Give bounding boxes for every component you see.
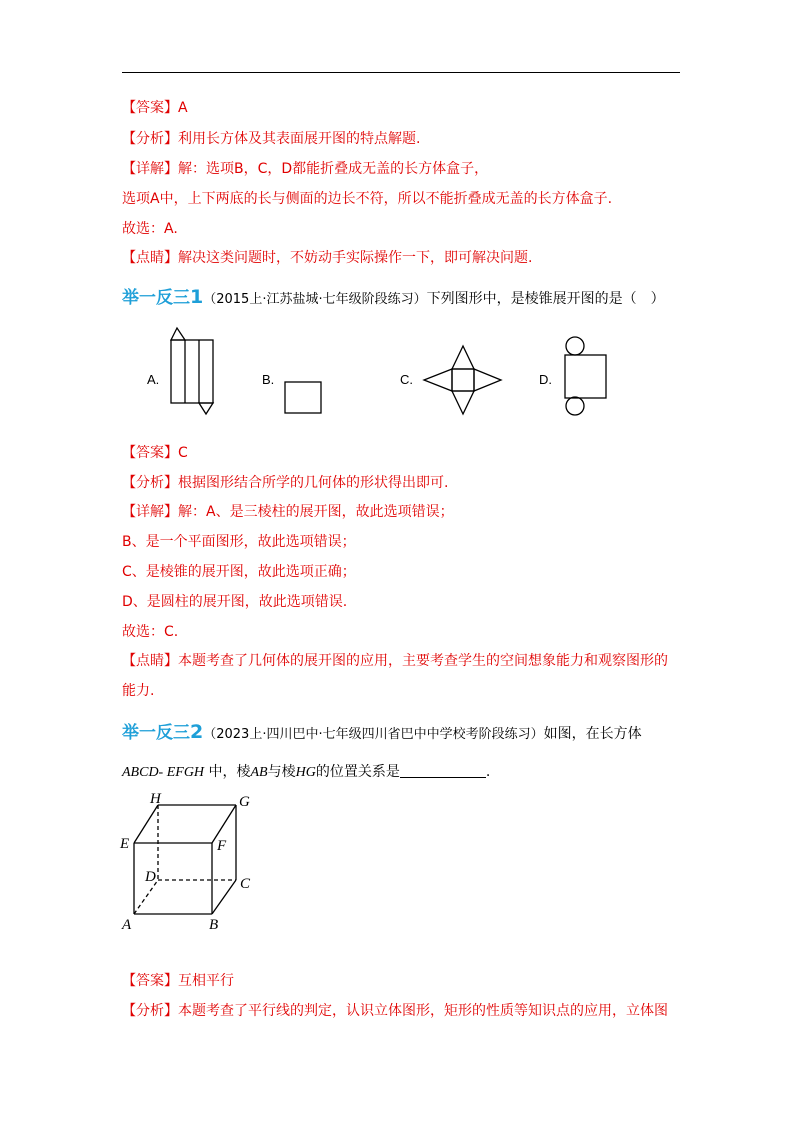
question-stem: 下列图形中，是棱锥展开图的是（ ） bbox=[426, 291, 665, 307]
edge-EH bbox=[134, 805, 158, 843]
question-stem: 如图，在长方体 bbox=[543, 726, 642, 742]
question-text: 与棱 bbox=[267, 764, 296, 780]
detail-line: 选项A中，上下两底的长与侧面的边长不符，所以不能折叠成无盖的长方体盒子. bbox=[122, 191, 613, 207]
vertex-label-H: H bbox=[150, 791, 161, 807]
option-b-label: B. bbox=[262, 372, 275, 387]
detail-line: 【详解】解：A、是三棱柱的展开图，故此选项错误； bbox=[122, 504, 454, 520]
answer-line: 【答案】A bbox=[122, 100, 188, 116]
analysis-line: 【分析】本题考查了平行线的判定，认识立体图形，矩形的性质等知识点的应用，立体图 bbox=[122, 1003, 668, 1019]
math-expression: AB bbox=[250, 765, 268, 780]
edge-BC bbox=[212, 880, 236, 914]
detail-line: 【详解】解：选项B，C，D都能折叠成无盖的长方体盒子， bbox=[122, 161, 489, 177]
comment-line: 【点睛】本题考查了几何体的展开图的应用，主要考查学生的空间想象能力和观察图形的 bbox=[122, 653, 668, 669]
edge-AD-hidden bbox=[134, 880, 158, 914]
comment-line: 【点睛】解决这类问题时，不妨动手实际操作一下，即可解决问题. bbox=[122, 250, 533, 266]
detail-line: C、是棱锥的展开图，故此选项正确； bbox=[122, 564, 356, 580]
math-expression: HG bbox=[295, 765, 316, 780]
question-number: 2 bbox=[190, 721, 204, 743]
question-text: . bbox=[485, 764, 491, 780]
math-expression: ABCD- EFGH bbox=[122, 765, 205, 780]
question-text: 的位置关系是 bbox=[315, 764, 400, 780]
option-a-label: A. bbox=[147, 372, 160, 387]
vertex-label-C: C bbox=[240, 876, 251, 892]
vertex-label-E: E bbox=[120, 836, 130, 852]
analysis-line: 【分析】根据图形结合所学的几何体的形状得出即可. bbox=[122, 475, 449, 491]
vertex-label-D: D bbox=[145, 869, 156, 885]
option-d-label: D. bbox=[539, 372, 552, 387]
detail-line: B、是一个平面图形，故此选项错误； bbox=[122, 534, 356, 550]
vertex-label-A: A bbox=[122, 917, 132, 933]
question-source: （2023上·四川巴中·七年级四川省巴中中学校考阶段练习） bbox=[203, 727, 544, 742]
practice-tag: 举一反三 bbox=[122, 288, 190, 308]
answer-line: 【答案】互相平行 bbox=[122, 973, 234, 989]
choose-line: 故选：A. bbox=[122, 221, 178, 237]
vertex-label-G: G bbox=[239, 794, 250, 810]
option-c-label: C. bbox=[400, 372, 413, 387]
question-number: 1 bbox=[190, 286, 204, 308]
choose-line: 故选：C. bbox=[122, 624, 179, 640]
detail-line: D、是圆柱的展开图，故此选项错误. bbox=[122, 594, 348, 610]
question-text: 中，棱 bbox=[208, 764, 251, 780]
vertex-label-B: B bbox=[209, 917, 219, 933]
question-source: （2015上·江苏盐城·七年级阶段练习） bbox=[203, 292, 427, 307]
vertex-label-F: F bbox=[217, 838, 227, 854]
answer-line: 【答案】C bbox=[122, 445, 188, 461]
practice-tag: 举一反三 bbox=[122, 723, 190, 743]
analysis-line: 【分析】利用长方体及其表面展开图的特点解题. bbox=[122, 131, 421, 147]
comment-line: 能力. bbox=[122, 683, 155, 699]
